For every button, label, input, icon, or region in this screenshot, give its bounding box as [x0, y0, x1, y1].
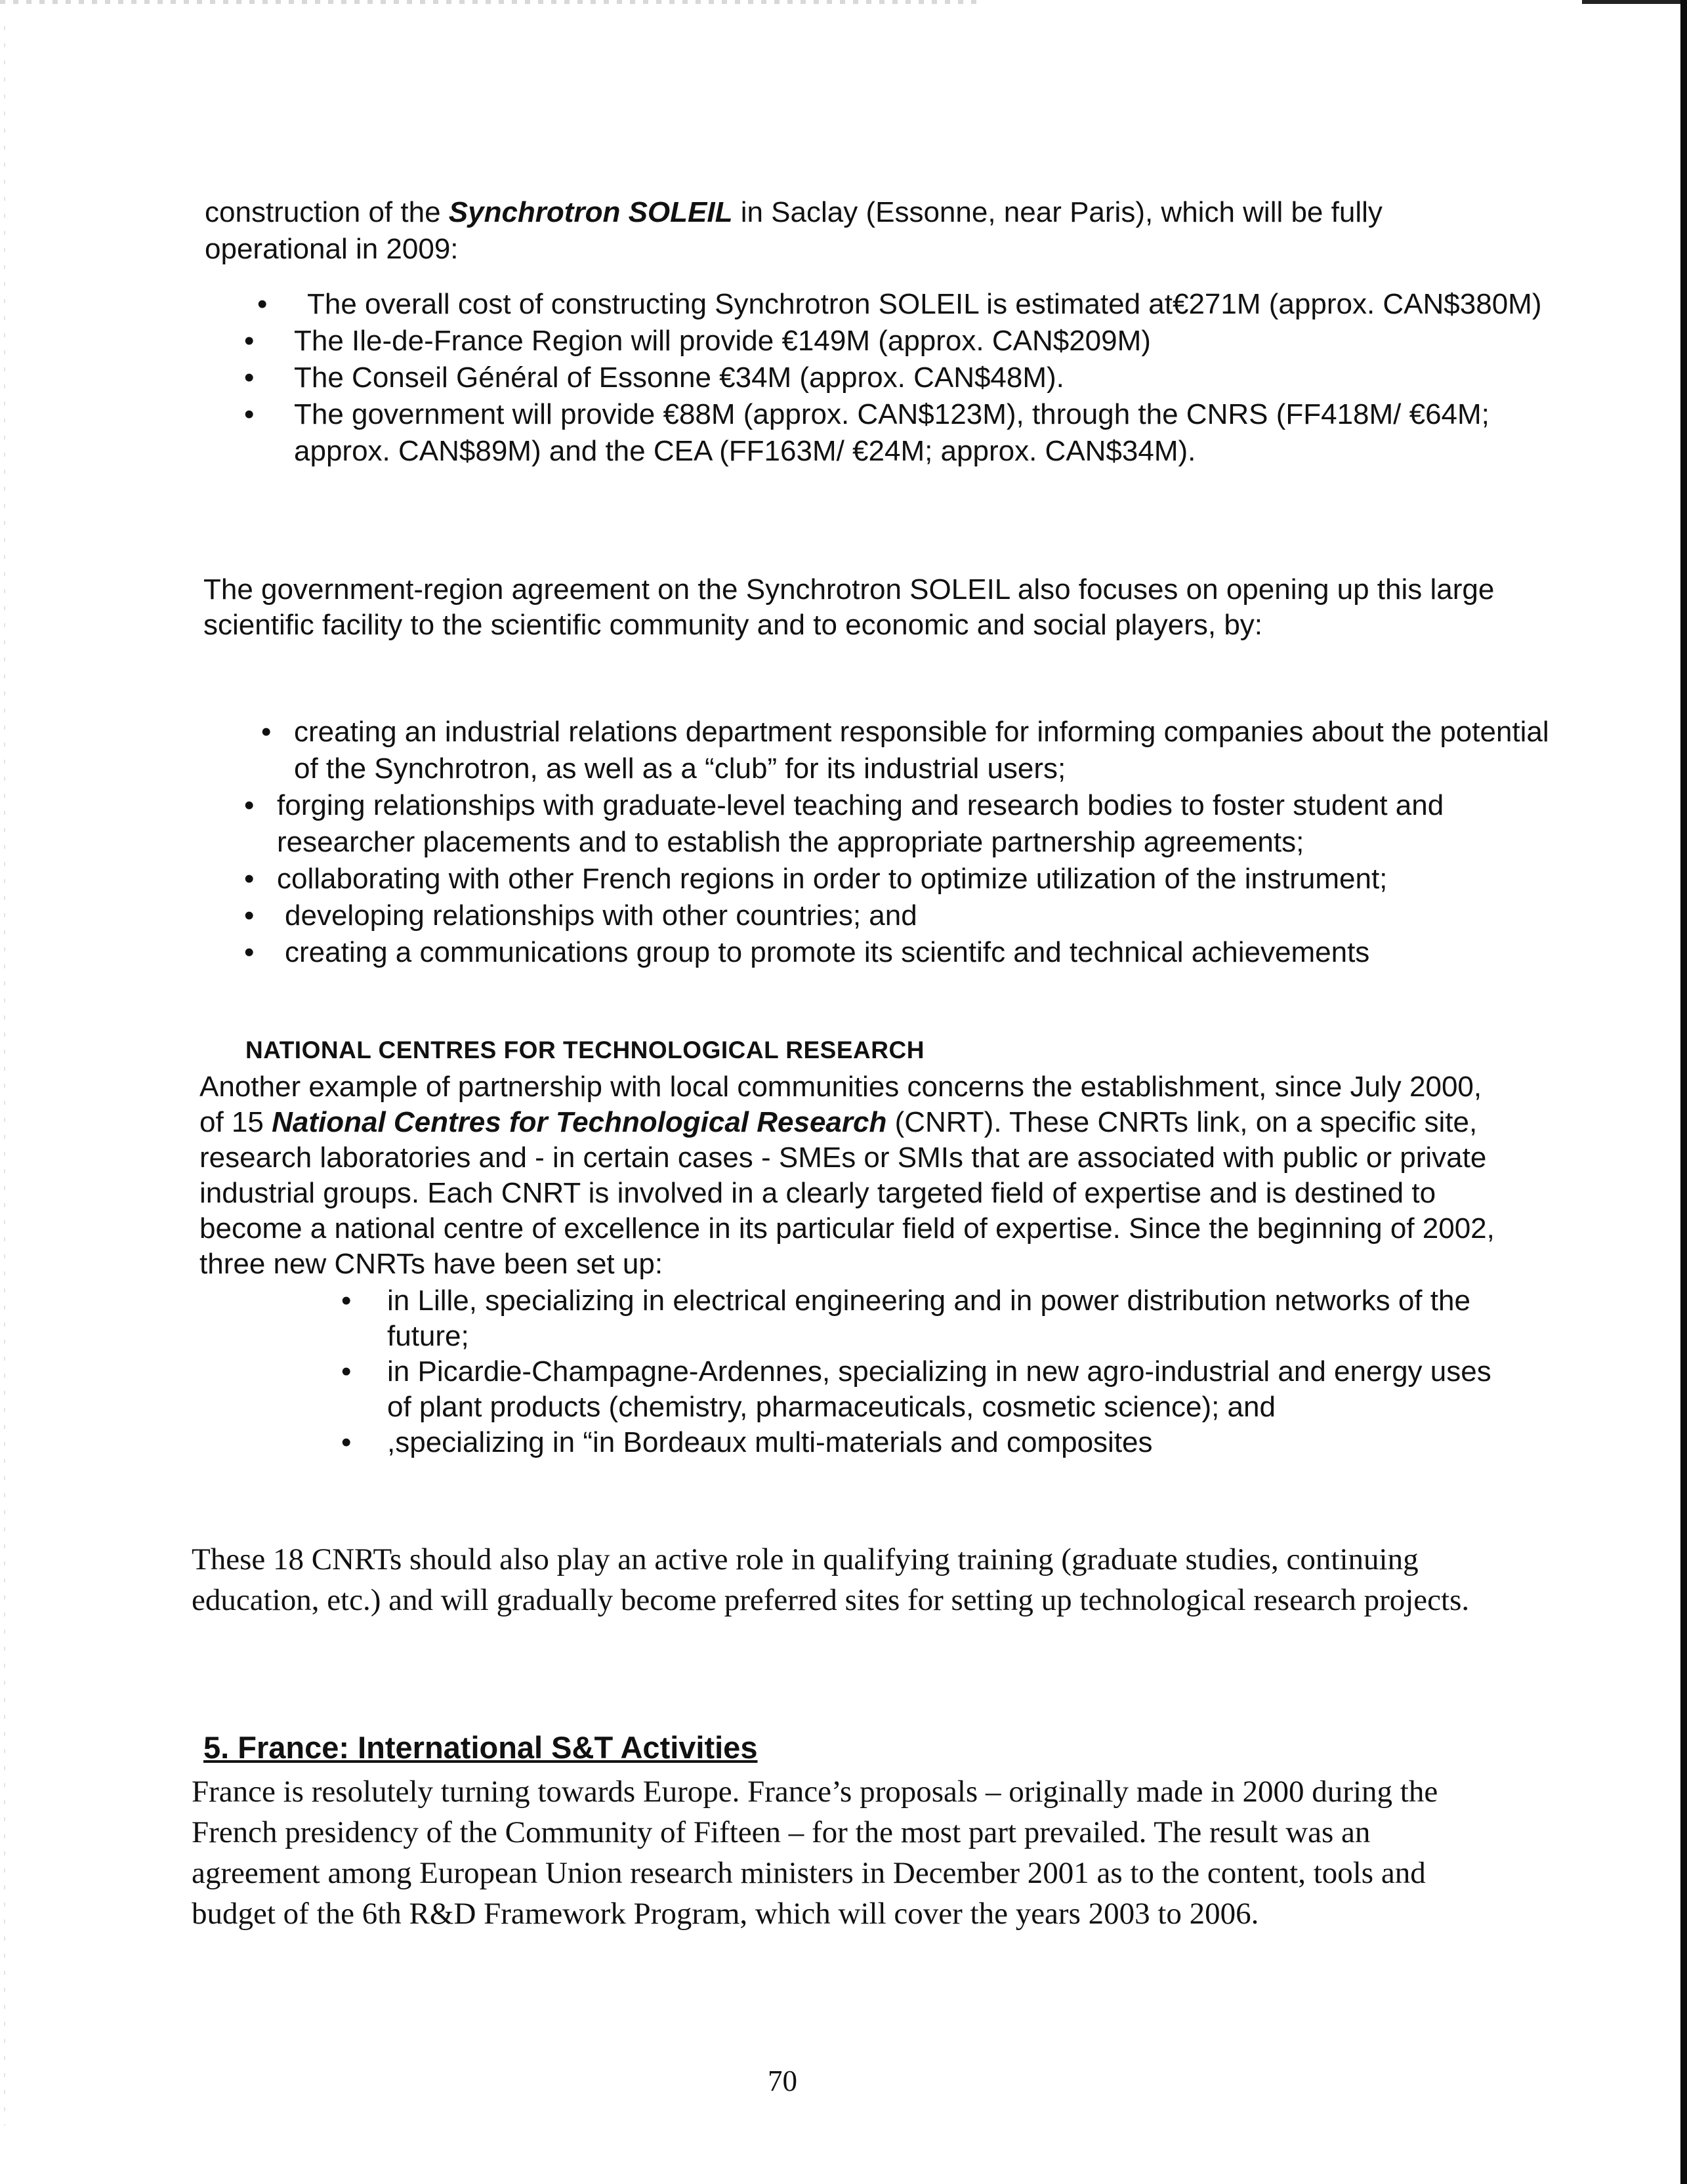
agreement-paragraph: The government-region agreement on the Synchrotron SOLEIL also focuses on opening up this large scientific facility to the scientific community and to economic and social players, by:	[203, 573, 1495, 641]
cnrt-para-post: (CNRT). These CNRTs link, on a specific site, research laboratories and - in certain cases - SMEs or SMIs that are associated with public or private industrial groups. Each CNRT is involved in a clearly targeted field of expertise and is destined to become a national centre of excellence in its particular field of expertise. Since the beginning of 2002, three new CNRTs have been set up:	[199, 1106, 1495, 1280]
new-cnrt-list	[341, 1283, 1509, 1460]
list-item: • The overall cost of constructing Synchrotron SOLEIL is estimated at€271M (approx. CAN$380M)	[257, 286, 1543, 323]
intro-post: in Saclay (Essonne, near Paris), which will be fully operational in 2009:	[205, 196, 1383, 265]
scan-edge-left	[4, 26, 5, 2126]
list-item: • developing relationships with other countries; and	[244, 897, 1543, 934]
intro-emphasis: Synchrotron SOLEIL	[448, 196, 733, 228]
scan-edge-corner	[1582, 0, 1680, 4]
list-item: • in Lille, specializing in electrical engineering and in power distribution networks of the future;	[341, 1283, 1509, 1354]
list-item: • creating a communications group to promote its scientifc and technical achievements	[244, 934, 1543, 971]
agreement-measures-list	[244, 714, 1549, 971]
section-5-title: 5. France: International S&T Activities	[203, 1730, 758, 1765]
section-5-paragraph: France is resolutely turning towards Europe. France’s proposals – originally made in 2000 during the French presidency of the Community of Fifteen – for the most part prevailed. The result was an agreement among European Union research ministers in December 2001 as to the content, tools and budget of the 6th R&D Framework Program, which will cover the years 2003 to 2006.	[192, 1775, 1438, 1931]
intro-paragraph	[205, 194, 1491, 268]
list-item: • The Ile-de-France Region will provide €149M (approx. CAN$209M)	[244, 323, 1530, 360]
soleil-cost-list	[244, 286, 1542, 470]
list-item: • collaborating with other French regions in order to optimize utilization of the instrument;	[244, 861, 1543, 897]
intro-pre: construction of the	[205, 196, 449, 228]
scan-edge-top	[0, 0, 984, 4]
cnrt-heading: NATIONAL CENTRES FOR TECHNOLOGICAL RESEARCH	[245, 1037, 925, 1063]
list-item: • creating an industrial relations department responsible for informing companies about the potential of the Synchrotron, as well as a “club” for its industrial users;	[261, 714, 1560, 787]
cnrt-paragraph	[199, 1069, 1505, 1282]
list-item: • forging relationships with graduate-level teaching and research bodies to foster student and researcher placements and to establish the appropriate partnership agreements;	[244, 787, 1543, 861]
cnrt-training-paragraph: These 18 CNRTs should also play an active role in qualifying training (graduate studies, continuing education, etc.) and will gradually become preferred sites for setting up technological research projects.	[192, 1542, 1470, 1617]
scan-edge-right	[1680, 0, 1687, 2184]
cnrt-para-emphasis: National Centres for Technological Research	[272, 1106, 887, 1138]
list-item: • The Conseil Général of Essonne €34M (approx. CAN$48M).	[244, 360, 1530, 396]
cnrt-para-pre: Another example of partnership with local communities concerns the establishment, since July 2000, of 15	[199, 1071, 1482, 1138]
list-item: • ,specializing in “in Bordeaux multi-materials and composites	[341, 1425, 1509, 1460]
list-item: • The government will provide €88M (approx. CAN$123M), through the CNRS (FF418M/ €64M; approx. CAN$89M) and the CEA (FF163M/ €24M; approx. CAN$34M).	[244, 396, 1530, 470]
list-item: • in Picardie-Champagne-Ardennes, specializing in new agro-industrial and energy uses of plant products (chemistry, pharmaceuticals, cosmetic science); and	[341, 1354, 1509, 1425]
page-number: 70	[768, 2065, 797, 2097]
